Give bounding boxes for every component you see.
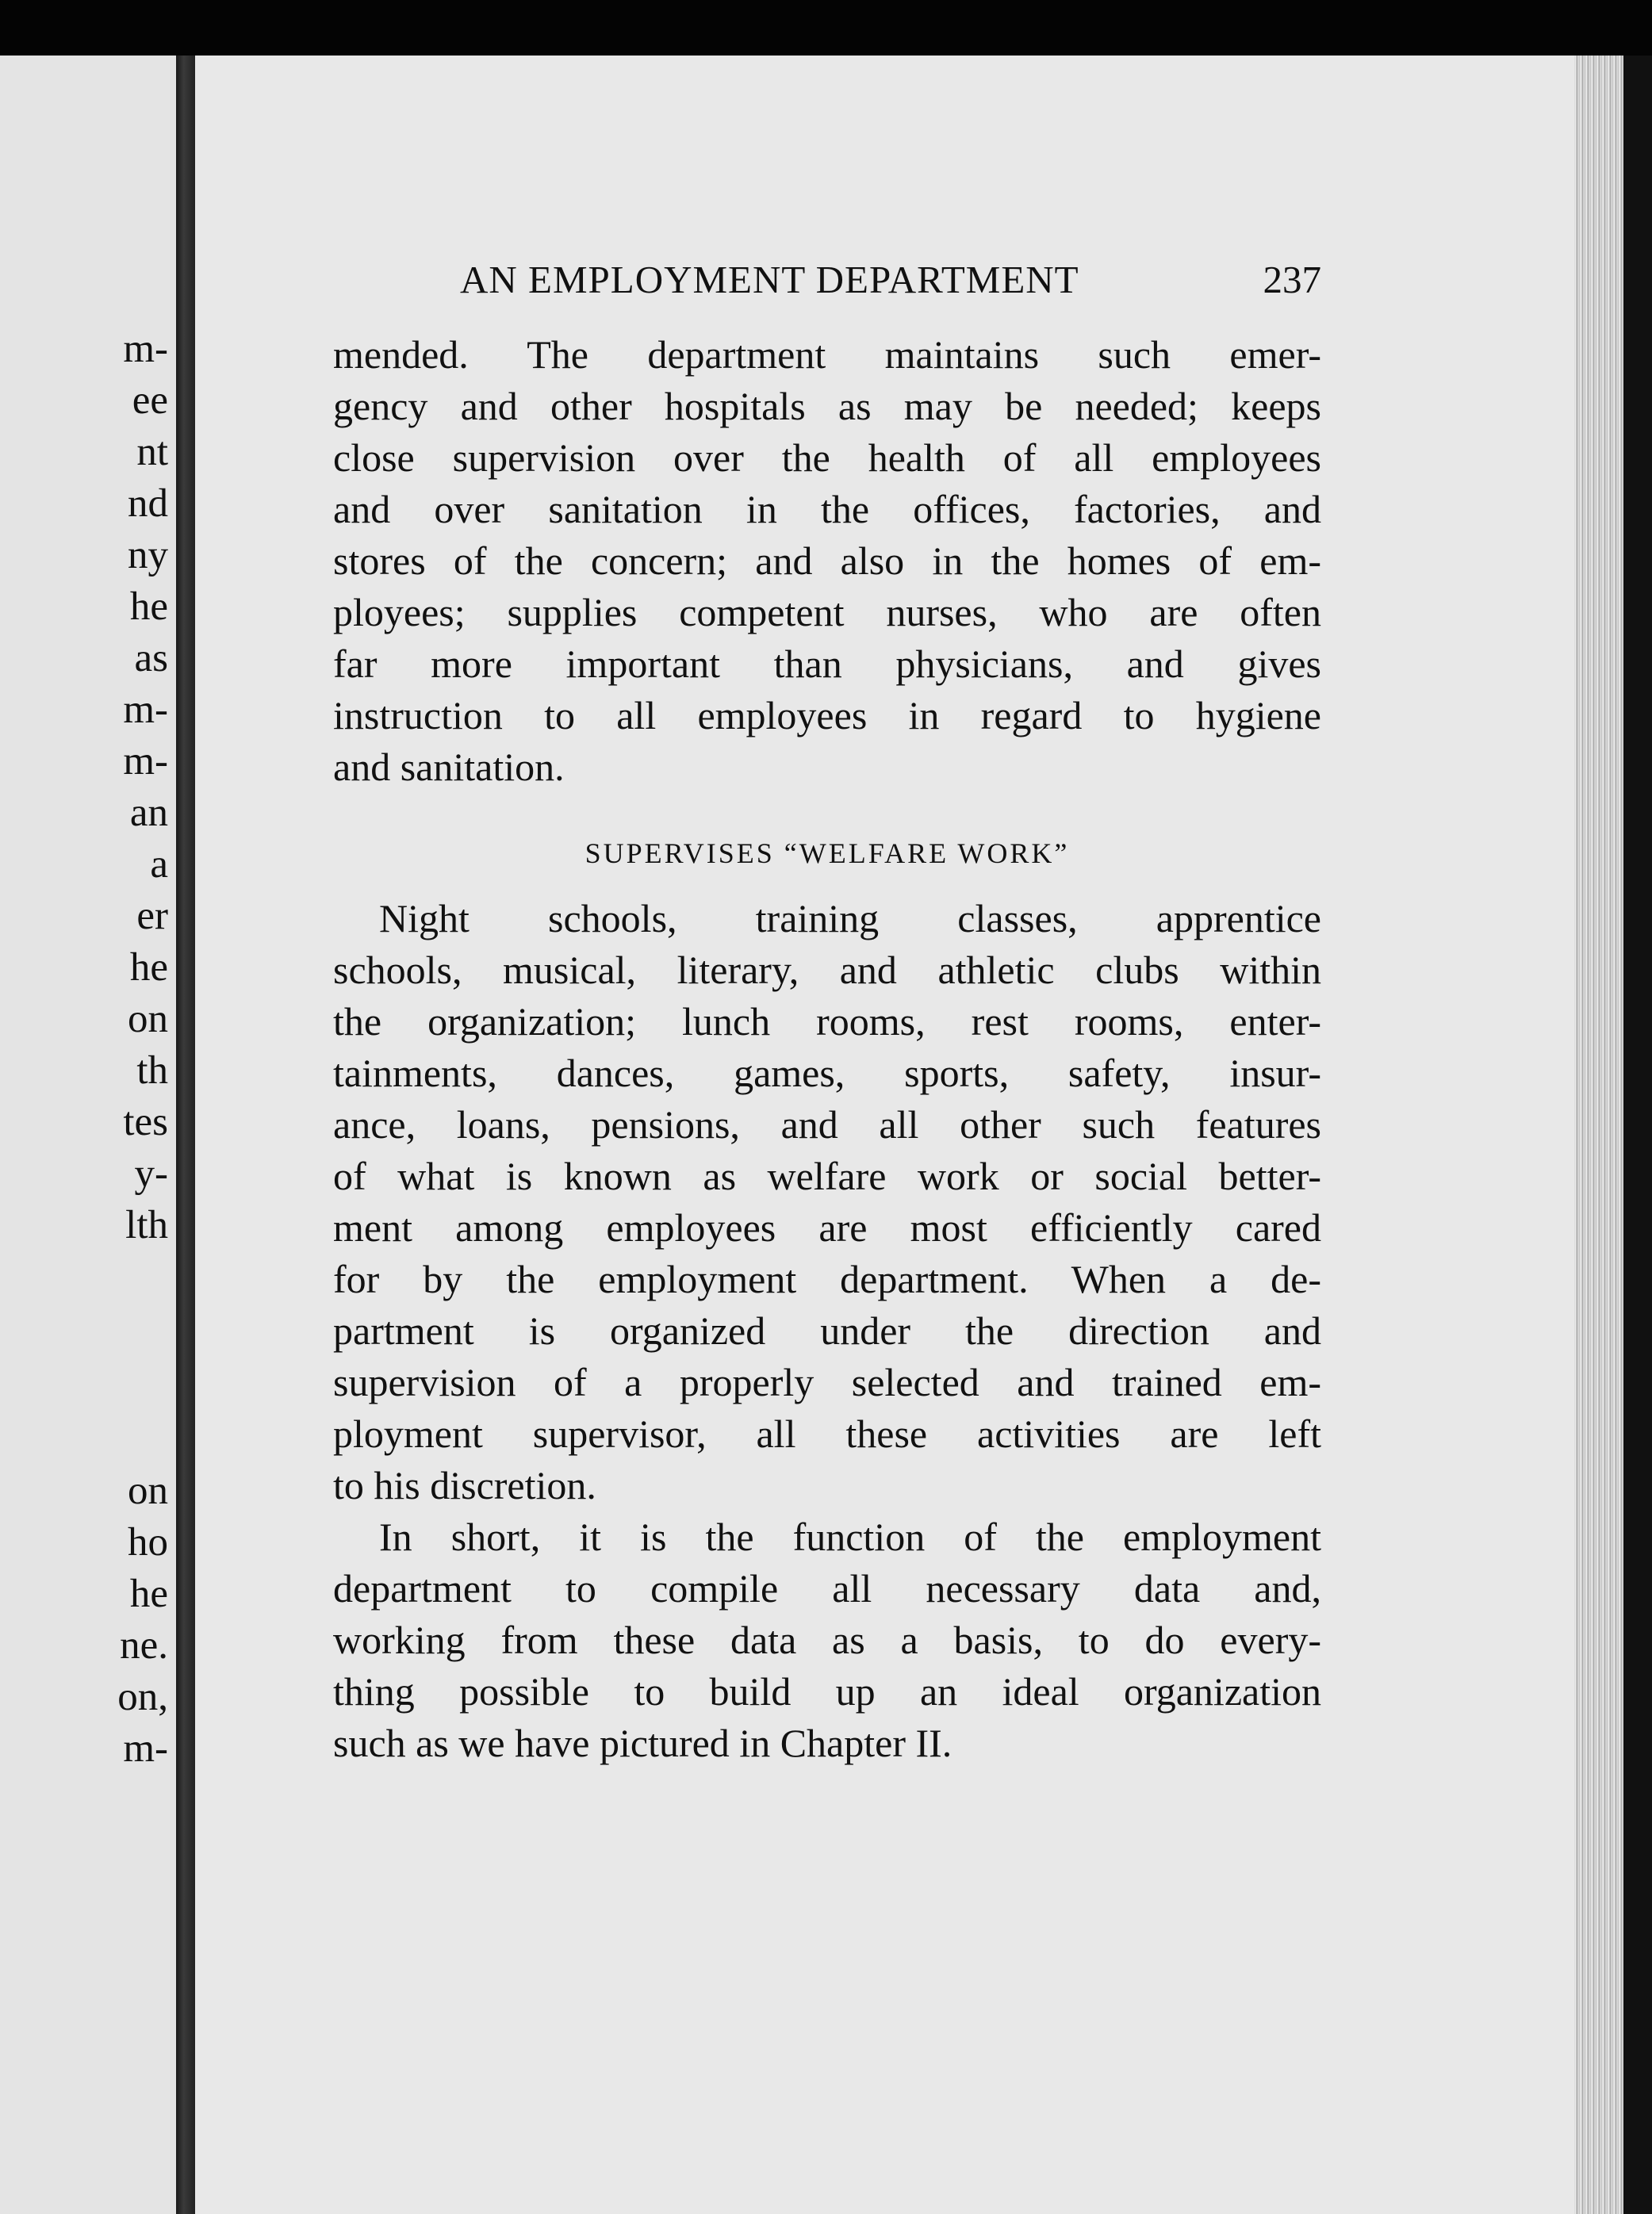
left-page-fragment: tes: [123, 1100, 168, 1144]
text-line: schools, musical, literary, and athletic clubs within: [333, 948, 1321, 992]
left-page-fragment: on,: [117, 1675, 168, 1719]
text-line: and sanitation.: [333, 745, 565, 789]
left-page-fragment: ho: [128, 1520, 168, 1565]
text-line: Night schools, training classes, apprentice: [379, 896, 1321, 940]
page-number: 237: [1263, 258, 1321, 301]
text-line: gency and other hospitals as may be needed; keeps: [333, 384, 1321, 428]
text-line: the organization; lunch rooms, rest rooms, enter-: [333, 999, 1321, 1044]
left-page-fragment: lth: [125, 1203, 168, 1247]
scan-top-border: [0, 0, 1652, 56]
left-page-fragment: m-: [123, 739, 168, 783]
text-line: ployment supervisor, all these activities are left: [333, 1412, 1321, 1456]
text-line: of what is known as welfare work or social better-: [333, 1154, 1321, 1198]
running-head: [460, 252, 1321, 308]
paragraph-1: [333, 329, 1321, 793]
left-page-fragment: he: [129, 584, 168, 629]
text-line: far more important than physicians, and gives: [333, 642, 1321, 686]
page-edges: [1574, 56, 1623, 2214]
section-heading: SUPERVISES “WELFARE WORK”: [585, 837, 1070, 869]
text-line: supervision of a properly selected and trained em-: [333, 1360, 1321, 1404]
text-line: and over sanitation in the offices, factories, and: [333, 487, 1321, 531]
paragraph-2: [333, 893, 1321, 1511]
left-page-fragment: as: [134, 636, 168, 680]
text-line: ment among employees are most efficiently cared: [333, 1205, 1321, 1250]
text-line: department to compile all necessary data and,: [333, 1566, 1321, 1611]
left-page-fragment: he: [129, 945, 168, 990]
left-page-fragment: th: [136, 1048, 168, 1093]
text-line: close supervision over the health of all employees: [333, 435, 1321, 480]
left-page-fragment: nt: [136, 430, 168, 474]
left-page-fragment: y-: [134, 1151, 168, 1196]
left-page-fragment: an: [129, 791, 168, 835]
text-line: ance, loans, pensions, and all other such features: [333, 1102, 1321, 1147]
left-page-fragment: er: [136, 894, 168, 938]
text-line: to his discretion.: [333, 1463, 596, 1507]
text-line: instruction to all employees in regard to hygiene: [333, 693, 1321, 737]
text-line: stores of the concern; and also in the homes of em-: [333, 538, 1321, 583]
text-line: thing possible to build up an ideal organization: [333, 1669, 1321, 1714]
book-gutter: [176, 56, 195, 2214]
text-line: ployees; supplies competent nurses, who are often: [333, 590, 1321, 634]
left-page-fragment: m-: [123, 1726, 168, 1771]
left-page-fragment: m-: [123, 327, 168, 371]
left-facing-page: [0, 56, 176, 2214]
left-page-fragment: a: [150, 842, 168, 887]
text-line: mended. The department maintains such emer-: [333, 332, 1321, 377]
left-page-fragment: on: [128, 997, 168, 1041]
left-page-fragment: he: [129, 1572, 168, 1616]
text-line: working from these data as a basis, to do every-: [333, 1618, 1321, 1662]
text-line: partment is organized under the direction and: [333, 1308, 1321, 1353]
left-page-fragment: m-: [123, 688, 168, 732]
text-line: In short, it is the function of the employment: [379, 1515, 1321, 1559]
body-text: [333, 329, 1321, 1769]
left-page-fragment: nd: [128, 481, 168, 526]
left-page-fragment: on: [128, 1469, 168, 1513]
paragraph-3: [333, 1511, 1321, 1769]
left-page-fragment: ne.: [120, 1623, 168, 1668]
left-page-fragment: ee: [132, 378, 168, 423]
text-line: tainments, dances, games, sports, safety, insur-: [333, 1051, 1321, 1095]
text-line: such as we have pictured in Chapter II.: [333, 1721, 952, 1765]
left-page-fragment: ny: [128, 533, 168, 577]
text-line: for by the employment department. When a de-: [333, 1257, 1321, 1301]
scan-right-border: [1623, 56, 1652, 2214]
running-head-title: AN EMPLOYMENT DEPARTMENT: [460, 258, 1079, 301]
